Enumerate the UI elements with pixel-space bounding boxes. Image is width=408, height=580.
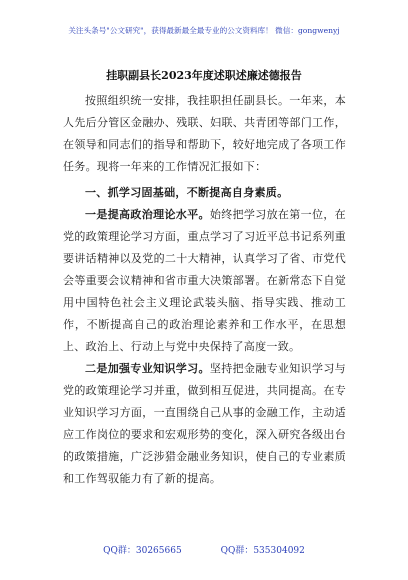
intro-paragraph: 按照组织统一安排，我挂职担任副县长。一年来，本人先后分管区金融办、残联、妇联、共青团等部门工作，在领导和同志们的指导和帮助下，较好地完成了各项工作任务。现将一年来的工作情况汇报如下： bbox=[63, 94, 346, 173]
section-heading: 一、抓学习固基础，不断提高自身素质。 bbox=[85, 186, 289, 199]
document-body bbox=[63, 90, 346, 490]
document-title: 挂职副县长2023年度述职述廉述德报告 bbox=[106, 69, 302, 82]
paragraph-professional-knowledge bbox=[63, 358, 346, 490]
qq-group-1: QQ群：30265665 bbox=[103, 546, 182, 556]
paragraph-lead: 二是加强专业知识学习。 bbox=[85, 362, 210, 375]
paragraph-lead: 一是提高政治理论水平。 bbox=[85, 208, 210, 221]
header-banner: 关注头条号"公文研究"，获得最新最全最专业的公文资料库！ 微信：gongwenyj bbox=[68, 26, 340, 35]
footer-contacts bbox=[0, 543, 408, 556]
paragraph-political-theory bbox=[63, 204, 346, 358]
paragraph-body: 始终把学习放在第一位，在党的政策理论学习方面，重点学习了习近平总书记系列重要讲话精神以及党的二十大精神，认真学习了省、市党代会等重要会议精神和省市重大决策部署。在新常态下自觉用中国特色社会主义理论武装头脑、指导实践、推动工作，不断提高自己的政治理论素养和工作水平，在思想上、政治上、行动上与党中央保持了高度一致。 bbox=[63, 208, 346, 353]
paragraph-body: 坚持把金融专业知识学习与党的政策理论学习并重，做到相互促进，共同提高。在专业知识学习方面，一直围绕自己从事的金融工作，主动适应工作岗位的要求和宏观形势的变化，深入研究各级出台的政策措施，广泛涉猎金融业务知识，使自己的专业素质和工作驾驭能力有了新的提高。 bbox=[63, 362, 346, 485]
qq-group-2: QQ群：535304092 bbox=[220, 546, 305, 556]
